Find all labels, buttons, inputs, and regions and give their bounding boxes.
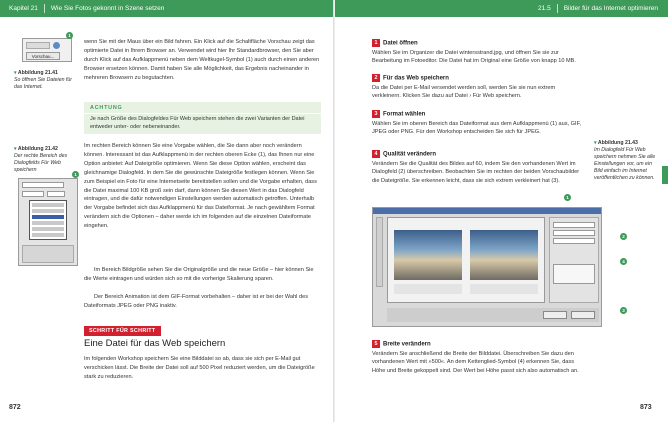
globe-icon xyxy=(53,42,60,49)
callout-4: 4 xyxy=(620,258,627,265)
figure-21-41-screenshot xyxy=(22,38,72,62)
format-dropdown[interactable] xyxy=(553,222,595,228)
optimized-image xyxy=(470,230,538,280)
step-3-title: Format wählen xyxy=(383,111,426,118)
chapter-thumb-tab xyxy=(662,166,668,184)
section-title: Bilder für das Internet optimieren xyxy=(563,5,658,12)
chapter-title: Wie Sie Fotos gekonnt in Szene setzen xyxy=(50,5,165,12)
paragraph-1: wenn Sie mit der Maus über ein Bild fahren. Ein Klick auf die Schaltfläche Vorschau zeigt das optimierte Datei in Ihrem Browser an. Verwendet wird hier Ihr Standardbrowser, den Sie aber durch Klick auf das Aufklappmenü neben dem Weltkugel-Symbol (1) auch durch einen anderen Browser ersetzen können. Damit haben Sie alle Möglichkeit, das Ergebnis nacheinander in mehreren Browsern zu begutachten. xyxy=(84,39,320,81)
step-2-title: Für das Web speichern xyxy=(383,75,449,82)
chapter-label: Kapitel 21 xyxy=(9,5,38,12)
page-number-right: 873 xyxy=(640,404,652,411)
callout-1: 1 xyxy=(72,171,79,178)
step-by-step-badge: SCHRITT FÜR SCHRITT xyxy=(84,326,161,336)
settings-panel xyxy=(549,217,599,303)
preview-button[interactable]: Vorschau... xyxy=(26,52,60,60)
original-image xyxy=(394,230,462,280)
page-number-left: 872 xyxy=(9,404,21,411)
cancel-button[interactable] xyxy=(543,311,567,319)
note-box xyxy=(84,102,321,134)
figure-21-43-caption: ▾ Abbildung 21.43 Im Dialogfeld Für Web speichern nehmen Sie alle Einstellungen vor, um ein Bild einfach im Internet veröffentlichen zu können. xyxy=(594,140,656,181)
paragraph-3: Im Bereich Bildgröße sehen Sie die Originalgröße und die neue Größe – hier können Sie die Werte eintragen und würden sich so mit die vorherige Skalierung sparen. xyxy=(84,267,314,282)
step-5-title: Breite verändern xyxy=(383,341,431,348)
left-running-header xyxy=(0,0,333,17)
figure-21-42-caption: ▾ Abbildung 21.42 Der rechte Bereich des Dialogfelds Für Web speichern xyxy=(14,146,68,173)
preview-area xyxy=(387,217,545,303)
paragraph-4: Der Bereich Animation ist dem GIF-Format vorbehalten – daher ist er bei der Wahl des Dateiformats JPEG oder PNG inaktiv. xyxy=(84,294,309,309)
step-5-text: Verändern Sie anschließend die Breite der Bilddatei. Überschreiben Sie dazu den vorhandenen Wert mit »500«. An dem Kettenglied-Symbol (4) erkennen Sie, dass Höhe und Breite gekoppelt sind. Der Wert bei Höhe passt sich also automatisch an. xyxy=(372,350,579,375)
tool-strip xyxy=(376,217,383,287)
step-3-text: Wählen Sie im oberen Bereich das Dateiformat aus dem Aufklappmenü (1) aus, GIF, JPEG oder PNG. Für den Workshop entscheiden Sie sich für JPEG. xyxy=(372,120,581,136)
figure-21-42-screenshot xyxy=(18,178,78,266)
quality-field[interactable] xyxy=(553,230,595,236)
paragraph-2: Im rechten Bereich können Sie eine Vorgabe wählen, die Sie dann aber noch verändern können. Interessant ist das Aufklappmenü in der rechten oberen Ecke (1), das Ihnen nur eine Option anbietet: Auf Dateigröße optimieren. Wenn Sie diese Option wählen, erscheint das gleichnamige Dialogfeld. In dem Sie die gewünschte Dateigröße festlegen können. Wenn Sie zum Beispiel ein Foto für eine Internetseite bereitstellen sollen und die Vorgabe erhalten, dass die Datei maximal 100 KB groß sein darf, dann können Sie diesen Wert in das Dialogfeld eintragen, und die dafür notwendigen Einstellungen werden automatisch getroffen. Unterhalb der Vorgabe befindet sich das Aufklappmenü für das Dateiformat. Je nach gewähltem Format verändern sich die Optionen – daher werde ich im folgenden auf die einzelnen Dateiformate eingehen. xyxy=(84,143,317,230)
step-3: 3 Format wählen Wählen Sie im oberen Bereich das Dateiformat aus dem Aufklappmenü (1) aus, GIF, JPEG oder PNG. Für den Workshop entscheiden Sie sich für JPEG. xyxy=(372,110,584,137)
step-5: 5 Breite verändern Verändern Sie anschließend die Breite der Bilddatei. Überschreiben Sie dazu den vorhandenen Wert mit »500«. An dem Kettenglied-Symbol (4) erkennen Sie, dass Höhe und Breite gekoppelt sind. Der Wert bei Höhe passt sich also automatisch an. xyxy=(372,340,584,376)
image-size-fields[interactable] xyxy=(553,264,595,284)
note-text: Je nach Größe des Dialogfeldes Für Web speichern stehen die zwei Varianten der Datei entweder unter- oder nebeneinander. xyxy=(90,116,305,131)
step-4: 4 Qualität verändern Verändern Sie die Qualität des Bildes auf 60, indem Sie den vorhandenen Wert im Dialogfeld (2) überschreiben. Beobachten Sie im rechten der beiden Vorschaubilder die Dateigröße. Sie erkennen leicht, dass sie sich extrem verkleinert hat (3). xyxy=(372,150,584,186)
step-1-text: Wählen Sie im Organizer die Datei wintersstrand.jpg, und öffnen Sie sie zur Bearbeitung im Fotoeditor. Die Datei hat im Original eine Größe von knapp 10 MB. xyxy=(372,49,576,65)
book-gutter xyxy=(333,0,335,422)
step-4-title: Qualität verändern xyxy=(383,151,437,158)
right-running-header xyxy=(335,0,668,17)
callout-2: 2 xyxy=(620,233,627,240)
save-button[interactable] xyxy=(571,311,595,319)
figure-21-43-save-for-web-dialog xyxy=(372,207,602,327)
note-label: ACHTUNG xyxy=(84,102,321,114)
step-2-text: Da die Datei per E-Mail versendet werden soll, werden Sie sie nun extrem verkleinern. Klicken Sie dazu auf Datei › Für Web speichern. xyxy=(372,84,556,100)
callout-3: 3 xyxy=(620,307,627,314)
callout-1: 1 xyxy=(564,194,571,201)
section-number: 21.5 xyxy=(538,5,551,12)
step-1: 1 Datei öffnen Wählen Sie im Organizer die Datei wintersstrand.jpg, und öffnen Sie sie zur Bearbeitung im Fotoeditor. Die Datei hat im Original eine Größe von knapp 10 MB. xyxy=(372,39,584,66)
step-4-text: Verändern Sie die Qualität des Bildes auf 60, indem Sie den vorhandenen Wert im Dialogfeld (2) überschreiben. Beobachten Sie im rechten der beiden Vorschaubilder die Dateigröße. Sie erkennen leicht, dass sie sich extrem verkleinert hat (3). xyxy=(372,160,580,185)
callout-1: 1 xyxy=(66,32,73,39)
step-2: 2 Für das Web speichern Da die Datei per E-Mail versendet werden soll, werden Sie sie nun extrem verkleinern. Klicken Sie dazu auf Datei › Für Web speichern. xyxy=(372,74,584,101)
workshop-title: Eine Datei für das Web speichern xyxy=(84,338,226,349)
step-1-title: Datei öffnen xyxy=(383,40,418,47)
dialog-titlebar xyxy=(373,208,601,214)
workshop-intro: Im folgenden Workshop speichern Sie eine Bilddatei so ab, dass sie sich per E-Mail gut verschicken lässt. Die Breite der Datei soll auf 500 Pixel reduziert werden, um die Dateigröße stark zu reduzieren. xyxy=(84,356,315,380)
figure-21-41-caption: ▾ Abbildung 21.41 So öffnen Sie Dateien für das Internet. xyxy=(14,70,72,90)
